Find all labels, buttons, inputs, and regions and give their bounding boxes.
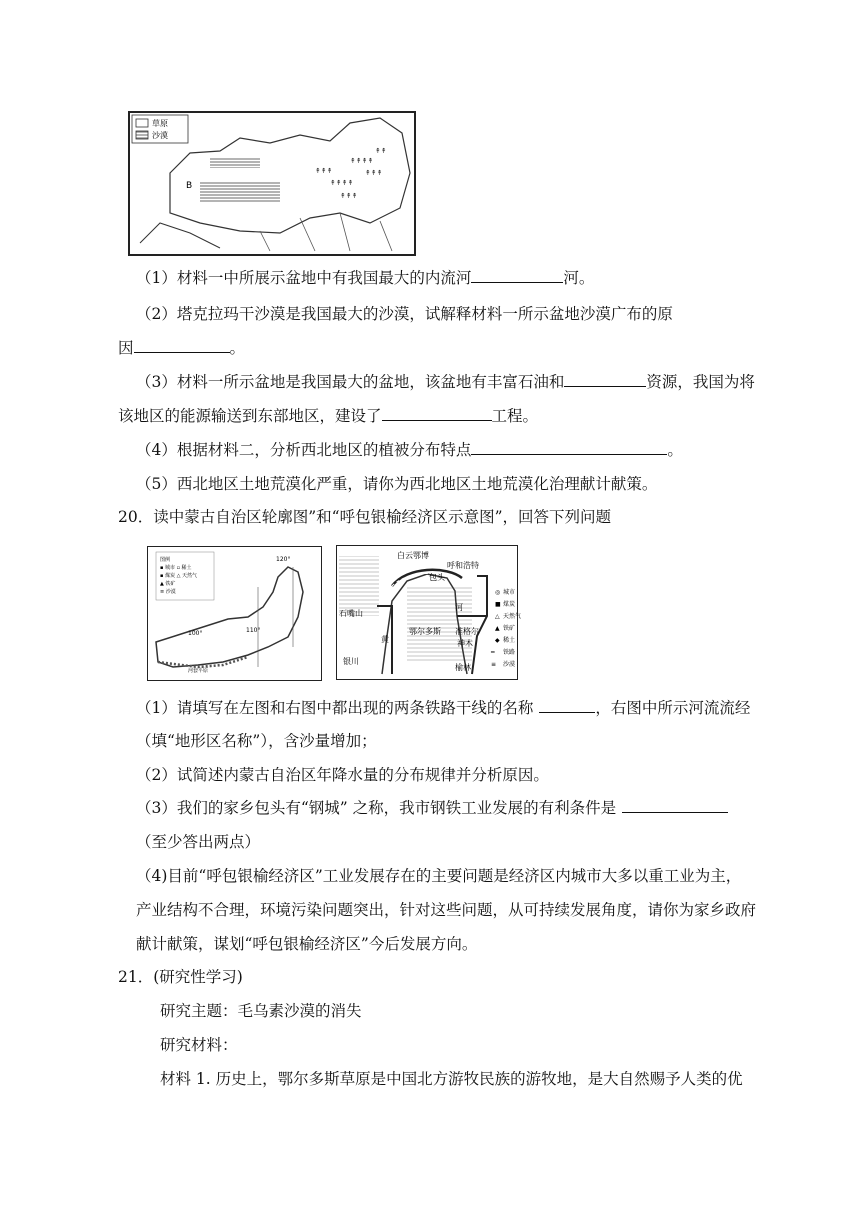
hetao-plain: 河套平原: [188, 668, 209, 674]
answer-blank[interactable]: [564, 372, 646, 387]
svg-text:↟↟↟↟: ↟↟↟↟: [350, 157, 374, 165]
map-nw-china: [128, 111, 416, 256]
lon-110: 110°: [246, 627, 261, 634]
svg-text:━: ━: [491, 649, 495, 656]
label-he: 河: [455, 603, 463, 612]
label-huang: 黄: [381, 635, 389, 644]
q19-1: （1）材料一中所展示盆地中有我国最大的内流河 河。: [136, 269, 595, 287]
answer-blank[interactable]: [471, 440, 667, 455]
legend-coal: 煤炭: [503, 601, 516, 608]
svg-text:图例: 图例: [160, 557, 171, 563]
svg-text:▲: ▲: [495, 625, 500, 632]
svg-text:▪ 煤炭 △ 天然气: ▪ 煤炭 △ 天然气: [160, 573, 198, 579]
map-label-b: B: [186, 181, 193, 191]
answer-blank[interactable]: [622, 798, 728, 813]
q20-4-cont2: 献计献策，谋划“呼包银榆经济区”今后发展方向。: [136, 935, 478, 953]
city-shizuishan: 石嘴山: [339, 609, 363, 618]
legend-railway: 铁路: [503, 649, 516, 656]
q20-4-cont1: 产业结构不合理，环境污染问题突出，针对这些问题，从可持续发展角度，请你为家乡政府: [136, 901, 757, 919]
answer-blank[interactable]: [382, 406, 492, 421]
q21-material-1: 材料 1. 历史上，鄂尔多斯草原是中国北方游牧民族的游牧地，是大自然赐予人类的优: [160, 1070, 743, 1088]
q19-5: （5）西北地区土地荒漠化严重，请你为西北地区土地荒漠化治理献计献策。: [136, 475, 658, 493]
map-economic-zone-drawing: [337, 546, 522, 679]
q21-topic: 研究主题：毛乌素沙漠的消失: [160, 1002, 362, 1020]
svg-text:▪ 城市 ▫ 稀土: ▪ 城市 ▫ 稀土: [160, 565, 192, 571]
legend-rare-earth: 稀土: [503, 637, 516, 644]
svg-text:↟↟↟: ↟↟↟: [340, 192, 358, 200]
q20-3: （3）我们的家乡包头有“钢城” 之称，我市钢铁工业发展的有利条件是: [136, 798, 728, 818]
city-baiyunebo: 白云鄂博: [397, 551, 429, 560]
q19-3: （3）材料一所示盆地是我国最大的盆地，该盆地有丰富石油和 资源，我国为将: [136, 373, 755, 391]
legend-city: 城市: [503, 589, 516, 596]
city-yinchuan: 银川: [343, 657, 359, 666]
svg-text:↟↟↟: ↟↟↟: [315, 167, 333, 175]
q19-2: （2）塔克拉玛干沙漠是我国最大的沙漠，试解释材料一所示盆地沙漠广布的原: [136, 305, 673, 323]
q19-3-cont: 该地区的能源输送到东部地区，建设了 工程。: [118, 407, 539, 425]
answer-blank[interactable]: [134, 338, 230, 353]
lon-100: 100°: [188, 630, 203, 637]
map-economic-zone: [336, 545, 522, 680]
answer-blank[interactable]: [539, 698, 595, 713]
map-nw-china-drawing: [130, 113, 414, 254]
legend-grassland: 草原: [152, 119, 168, 128]
svg-text:△: △: [495, 613, 500, 620]
q21-title: 21．(研究性学习): [118, 968, 243, 986]
svg-text:↟↟↟: ↟↟↟: [365, 169, 383, 177]
q19-2-cont: 因 。: [118, 339, 246, 357]
q19-4: （4）根据材料二，分析西北地区的植被分布特点 。: [136, 441, 683, 459]
legend-iron: 铁矿: [503, 625, 516, 632]
map-inner-mongolia-drawing: [148, 547, 321, 680]
q20-4: （4)目前“呼包银榆经济区”工业发展存在的主要问题是经济区内城市大多以重工业为主，: [136, 867, 742, 885]
answer-blank[interactable]: [471, 268, 563, 283]
svg-text:≡ 沙漠: ≡ 沙漠: [160, 589, 176, 595]
city-zhungeer: 准格尔: [455, 627, 479, 636]
legend-desert: 沙漠: [503, 661, 516, 668]
q20-title: 20．读中蒙古自治区轮廓图”和“呼包银榆经济区示意图”，回答下列问题: [118, 508, 611, 526]
svg-text:◎: ◎: [495, 589, 501, 596]
svg-text:≡: ≡: [491, 661, 497, 668]
svg-text:◆: ◆: [495, 637, 500, 644]
svg-text:■: ■: [495, 601, 501, 608]
q20-1-cont: （填“地形区名称”），含沙量增加；: [136, 732, 377, 750]
map-inner-mongolia: [147, 546, 322, 681]
q20-2: （2）试简述内蒙古自治区年降水量的分布规律并分析原因。: [136, 766, 549, 784]
q20-1: （1）请填写在左图和右图中都出现的两条铁路干线的名称 ，右图中所示河流流经: [136, 699, 751, 717]
legend-gas: 天然气: [503, 613, 522, 620]
q20-3-cont: （至少答出两点）: [136, 833, 261, 851]
q21-material-heading: 研究材料：: [160, 1036, 238, 1054]
svg-text:↟↟↟↟: ↟↟↟↟: [330, 179, 354, 187]
legend-desert: 沙漠: [152, 131, 168, 140]
city-yulin: 榆林: [455, 663, 471, 672]
city-hohhot: 呼和浩特: [447, 561, 479, 570]
city-ordos: 鄂尔多斯: [409, 627, 441, 636]
svg-text:▲ 铁矿: ▲ 铁矿: [160, 581, 176, 587]
svg-text:↟↟: ↟↟: [375, 147, 387, 155]
lon-120: 120°: [276, 556, 291, 563]
city-baotou: 包头: [429, 573, 445, 582]
city-shenmu: 神木: [457, 639, 473, 648]
